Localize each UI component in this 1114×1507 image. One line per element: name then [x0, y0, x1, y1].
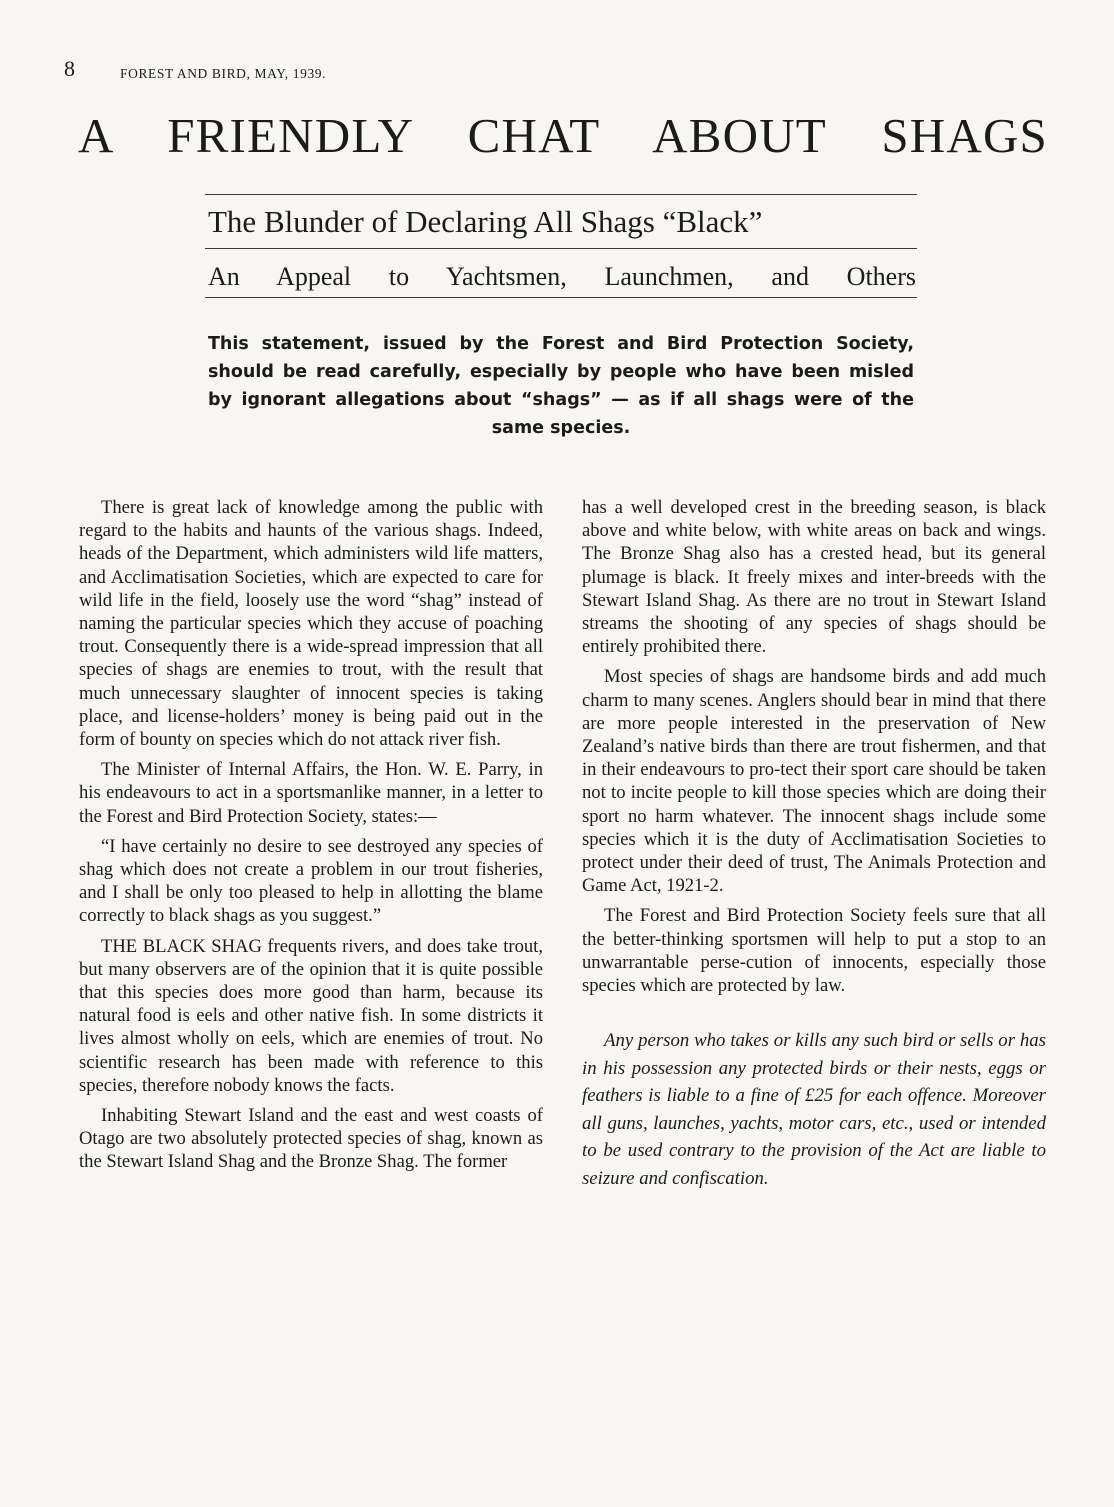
page-number: 8	[64, 56, 75, 81]
intro-statement: This statement, issued by the Forest and Bird Protection Society, should be read carefully, especially by people who have been misled by ignorant allegations about “shags” — as if all shags were of the same species.	[208, 334, 914, 438]
body-paragraph: The Minister of Internal Affairs, the Hon. W. E. Parry, in his endeavours to act in a sportsmanlike manner, in a letter to the Forest and Bird Protection Society, states:—	[79, 759, 543, 827]
body-paragraph: THE BLACK SHAG frequents rivers, and does take trout, but many observers are of the opinion that it is quite possible that this species does more good than harm, because its natural food is eels and other native fish. In some districts it lives almost wholly on eels, which are enemies of trout. No scientific research has been made with reference to this species, therefore nobody knows the facts.	[79, 935, 543, 1096]
article-title: A FRIENDLY CHAT ABOUT SHAGS	[78, 108, 1048, 163]
body-paragraph: There is great lack of knowledge among the public with regard to the habits and haunts of the various shags. Indeed, heads of the Department, which administers wild life matters, and Acclimatisation Societies, which are expected to care for wild life in the field, loosely use the word “shag” instead of naming the particular species which they accuse of poaching trout. Consequently there is a wide-spread impression that all species of shags are enemies to trout, with the result that much unnecessary slaughter of innocent species is taking place, and license-holders’ money is being paid out in the form of bounty on species which do not attack river fish.	[79, 497, 543, 751]
body-paragraph: Inhabiting Stewart Island and the east and west coasts of Otago are two absolutely protected species of shag, known as the Stewart Island Shag and the Bronze Shag. The former	[79, 1105, 543, 1173]
body-paragraph: has a well developed crest in the breeding season, is black above and white below, with white areas on back and wings. The Bronze Shag also has a crested head, but its general plumage is black. It freely mixes and inter-breeds with the Stewart Island Shag. As there are no trout in Stewart Island streams the shooting of any species of shags should be entirely prohibited there.	[582, 497, 1046, 658]
rule-top	[205, 194, 917, 195]
rule-bottom	[205, 297, 917, 298]
article-subtitle: The Blunder of Declaring All Shags “Black”	[208, 204, 763, 239]
article-subsubtitle: An Appeal to Yachtsmen, Launchmen, and Others	[208, 262, 916, 291]
running-head: FOREST AND BIRD, MAY, 1939.	[120, 66, 327, 81]
right-column	[582, 496, 1046, 1192]
quote-paragraph: “I have certainly no desire to see destroyed any species of shag which does not create a problem in our trout fisheries, and I shall be only too pleased to help in allotting the blame correctly to black shags as you suggest.”	[79, 835, 543, 927]
body-paragraph: Most species of shags are handsome birds and add much charm to many scenes. Anglers should bear in mind that there are more people interested in the preservation of New Zealand’s native birds than there are trout fishermen, and that in their endeavours to pro-tect their sport care should be taken not to incite people to kill those species which are doing their sport no harm whatever. The innocent shags include some species which it is the duty of Acclimatisation Societies to protect under their deed of trust, The Animals Protection and Game Act, 1921-2.	[582, 666, 1046, 897]
left-column	[79, 496, 543, 1181]
legal-notice: Any person who takes or kills any such bird or sells or has in his possession any protected birds or their nests, eggs or feathers is liable to a fine of £25 for each offence. Moreover all guns, launches, yachts, motor cars, etc., used or intended to be used contrary to the provision of the Act are liable to seizure and confiscation.	[582, 1030, 1046, 1189]
rule-middle	[205, 248, 917, 249]
body-paragraph: The Forest and Bird Protection Society feels sure that all the better-thinking sportsmen will help to put a stop to an unwarrantable perse-cution of innocents, especially those species which are protected by law.	[582, 905, 1046, 997]
